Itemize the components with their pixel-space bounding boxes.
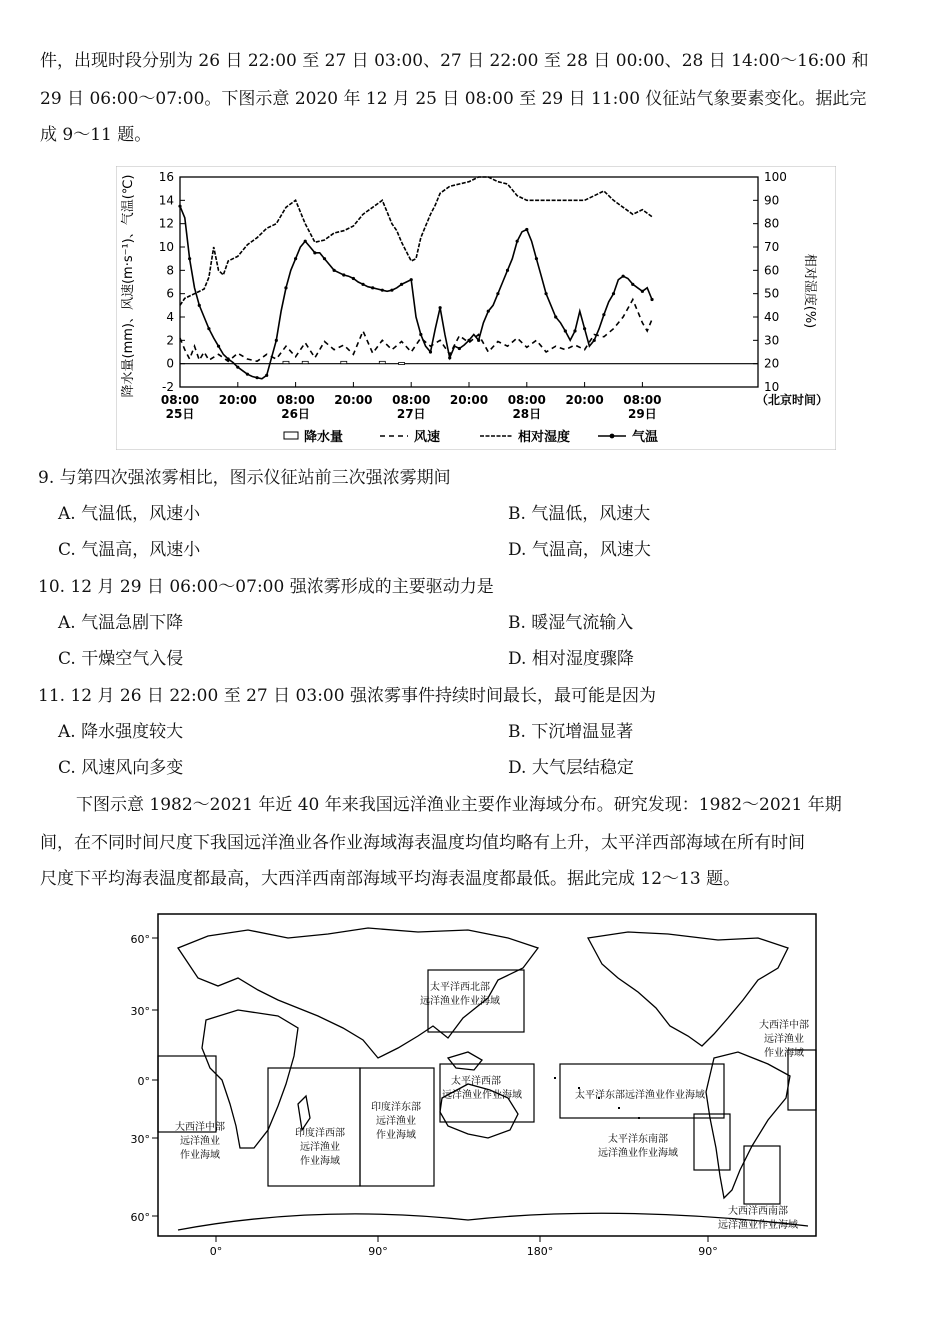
temperature-point xyxy=(631,283,634,286)
right-tick-label: 20 xyxy=(764,356,780,371)
temperature-point xyxy=(583,327,586,330)
x-tick-time: 20:00 xyxy=(218,393,257,407)
temperature-point xyxy=(467,339,470,342)
map-frame xyxy=(158,914,816,1236)
q11-option-a[interactable]: A. 降水强度较大 xyxy=(58,722,184,742)
intro-line-3: 成 9～11 题。 xyxy=(40,125,152,145)
x-tick-time: 20:00 xyxy=(449,393,489,407)
temperature-point xyxy=(227,357,230,360)
east-pacific-label: 太平洋东部远洋渔业作业海域 xyxy=(575,1090,705,1101)
q10-option-b[interactable]: B. 暖湿气流输入 xyxy=(508,613,634,633)
right-tick-label: 70 xyxy=(764,240,780,254)
right-tick-label: 60 xyxy=(764,263,780,278)
temperature-point xyxy=(294,257,297,260)
temperature-point xyxy=(390,289,393,292)
temperature-point xyxy=(361,283,364,286)
left-tick-label: 10 xyxy=(158,240,174,254)
temperature-point xyxy=(284,286,287,289)
left-tick-label: 16 xyxy=(158,170,174,184)
legend-label: 风速 xyxy=(414,430,441,445)
right-tick-label: 80 xyxy=(764,216,780,231)
intro-line-1: 件，出现时段分别为 26 日 22:00 至 27 日 03:00、27 日 22:00 至 28 日 00:00、28 日 14:00～16:00 和 xyxy=(40,51,869,71)
right-axis-label: 相对湿度(%) xyxy=(802,253,817,329)
temperature-point xyxy=(410,278,413,281)
temperature-point xyxy=(371,286,374,289)
lat-label: 30° xyxy=(130,1005,150,1018)
lon-label: 90° xyxy=(698,1245,718,1258)
temperature-point xyxy=(477,339,480,342)
nw-pacific-label-2: 远洋渔业作业海域 xyxy=(420,996,500,1007)
x-tick-day: 27日 xyxy=(396,407,426,421)
left-tick-label: 6 xyxy=(166,286,174,301)
q10-stem: 10. 12 月 29 日 06:00～07:00 强浓雾形成的主要驱动力是 xyxy=(38,577,494,597)
legend-label: 气温 xyxy=(632,430,659,445)
precip-bar xyxy=(379,361,385,363)
temperature-point xyxy=(236,366,239,369)
se-pacific-label-2: 远洋渔业作业海域 xyxy=(598,1148,678,1159)
temperature-point xyxy=(207,327,210,330)
x-tick-day: 28日 xyxy=(512,407,542,421)
temperature-point xyxy=(304,240,307,243)
west-indian-label-2: 远洋渔业 xyxy=(300,1142,340,1153)
lat-label: 60° xyxy=(130,1211,150,1224)
temperature-point xyxy=(255,376,258,379)
x-tick-day: 29日 xyxy=(628,407,657,421)
sw-atlantic-label-1: 大西洋西南部 xyxy=(728,1206,788,1217)
weather-chart xyxy=(116,166,836,450)
temperature-point xyxy=(622,275,625,278)
q10-option-d[interactable]: D. 相对湿度骤降 xyxy=(508,649,634,669)
q11-option-c[interactable]: C. 风速风向多变 xyxy=(58,758,184,778)
temperature-point xyxy=(458,347,461,350)
temperature-point xyxy=(342,273,345,276)
temperature-point xyxy=(275,339,278,342)
west-indian-label-1: 印度洋西部 xyxy=(295,1128,345,1139)
right-tick-label: 10 xyxy=(764,380,780,394)
precip-bar xyxy=(399,363,405,365)
world-fishing-map xyxy=(118,908,830,1258)
q10-option-a[interactable]: A. 气温急剧下降 xyxy=(58,613,184,633)
temperature-point xyxy=(506,269,509,272)
lat-label: 60° xyxy=(130,933,150,946)
x-axis-label: （北京时间） xyxy=(755,393,829,407)
temperature-point xyxy=(381,289,384,292)
west-pacific-label-1: 太平洋西部 xyxy=(451,1076,501,1087)
central-atlantic-e-label-1: 大西洋中部 xyxy=(175,1122,225,1133)
temperature-point xyxy=(516,240,519,243)
nw-pacific-label-1: 太平洋西北部 xyxy=(430,982,490,993)
temperature-point xyxy=(198,304,201,307)
temperature-point xyxy=(641,290,644,293)
legend-label: 相对湿度 xyxy=(518,430,571,445)
temperature-point xyxy=(419,333,422,336)
legend-swatch-precip xyxy=(284,432,298,439)
lat-label: 0° xyxy=(137,1075,150,1088)
left-tick-label: 2 xyxy=(166,333,174,348)
para2-line-1: 下图示意 1982～2021 年近 40 年来我国远洋渔业主要作业海域分布。研究发现：1982～2021 年期 xyxy=(76,795,842,815)
temperature-point xyxy=(554,315,557,318)
central-atlantic-w-label-3: 作业海域 xyxy=(764,1048,804,1059)
x-tick-time: 20:00 xyxy=(565,393,604,407)
q9-option-c[interactable]: C. 气温高，风速小 xyxy=(58,540,201,560)
chart-frame xyxy=(116,166,836,450)
q11-stem: 11. 12 月 26 日 22:00 至 27 日 03:00 强浓雾事件持续时间最长，最可能是因为 xyxy=(38,686,656,706)
left-axis-label: 降水量(mm)、风速(m·s⁻¹)、气温(℃) xyxy=(121,174,136,398)
q9-option-d[interactable]: D. 气温高，风速大 xyxy=(508,540,651,560)
lon-label: 0° xyxy=(209,1245,223,1258)
east-indian-label-2: 远洋渔业 xyxy=(376,1116,416,1127)
temperature-point xyxy=(265,374,268,377)
west-pacific-label-2: 远洋渔业作业海域 xyxy=(442,1090,522,1101)
left-tick-label: -2 xyxy=(162,380,174,394)
x-tick-time: 08:00 xyxy=(623,393,662,407)
temperature-point xyxy=(323,257,326,260)
precip-bar xyxy=(341,361,347,363)
left-tick-label: 14 xyxy=(158,193,174,208)
q9-option-b[interactable]: B. 气温低，风速大 xyxy=(508,504,651,524)
temperature-point xyxy=(439,306,442,309)
central-atlantic-w-label-1: 大西洋中部 xyxy=(759,1020,809,1031)
temperature-point xyxy=(333,269,336,272)
temperature-point xyxy=(246,373,249,376)
temperature-point xyxy=(487,310,490,313)
precip-bar xyxy=(283,361,289,363)
x-tick-time: 08:00 xyxy=(392,393,431,407)
temperature-point xyxy=(352,277,355,280)
lon-label: 180° xyxy=(526,1245,554,1258)
intro-line-2: 29 日 06:00～07:00。下图示意 2020 年 12 月 25 日 08:00 至 29 日 11:00 仪征站气象要素变化。据此完 xyxy=(40,89,867,109)
q9-stem: 9. 与第四次强浓雾相比，图示仪征站前三次强浓雾期间 xyxy=(38,468,451,488)
temperature-point xyxy=(178,205,181,208)
right-tick-label: 50 xyxy=(764,286,780,301)
se-pacific-label-1: 太平洋东南部 xyxy=(608,1134,668,1145)
temperature-point xyxy=(217,345,220,348)
temperature-point xyxy=(602,313,605,316)
left-tick-label: 8 xyxy=(166,263,174,278)
right-tick-label: 100 xyxy=(764,170,787,184)
left-tick-label: 4 xyxy=(166,310,174,324)
temperature-point xyxy=(313,251,316,254)
temperature-point xyxy=(525,228,528,231)
q9-option-a[interactable]: A. 气温低，风速小 xyxy=(58,504,201,524)
para2-line-2: 间，在不同时间尺度下我国远洋渔业各作业海域海表温度均值均略有上升，太平洋西部海域在所有时间 xyxy=(40,833,805,853)
east-indian-label-1: 印度洋东部 xyxy=(371,1102,421,1113)
right-tick-label: 30 xyxy=(764,333,780,348)
temperature-point xyxy=(448,356,451,359)
q10-option-c[interactable]: C. 干燥空气入侵 xyxy=(58,649,184,669)
temperature-point xyxy=(535,257,538,260)
x-tick-time: 08:00 xyxy=(160,393,200,407)
x-tick-time: 20:00 xyxy=(334,393,373,407)
temperature-point xyxy=(400,283,403,286)
precip-bar xyxy=(302,361,308,363)
sw-atlantic-label-2: 远洋渔业作业海域 xyxy=(718,1220,798,1231)
temperature-point xyxy=(496,292,499,295)
temperature-point xyxy=(429,350,432,353)
right-tick-label: 90 xyxy=(764,193,780,208)
x-tick-time: 08:00 xyxy=(507,393,546,407)
temperature-point xyxy=(593,339,596,342)
central-atlantic-e-label-3: 作业海域 xyxy=(180,1150,220,1161)
x-tick-day: 25日 xyxy=(165,407,195,421)
temperature-point xyxy=(188,257,191,260)
west-indian-label-3: 作业海域 xyxy=(300,1156,340,1167)
east-indian-label-3: 作业海域 xyxy=(376,1130,416,1141)
central-atlantic-e-label-2: 远洋渔业 xyxy=(180,1136,220,1147)
temperature-point xyxy=(544,292,547,295)
right-tick-label: 40 xyxy=(764,310,780,324)
legend-label: 降水量 xyxy=(304,430,344,445)
lat-label: 30° xyxy=(130,1133,150,1146)
left-tick-label: 12 xyxy=(158,216,174,231)
central-atlantic-w-label-2: 远洋渔业 xyxy=(764,1034,804,1045)
temperature-point xyxy=(612,292,615,295)
x-tick-time: 08:00 xyxy=(276,393,315,407)
legend-swatch-temp-dot xyxy=(610,434,615,439)
temperature-point xyxy=(650,298,653,301)
q11-option-d[interactable]: D. 大气层结稳定 xyxy=(508,758,634,778)
x-tick-day: 26日 xyxy=(281,407,310,421)
lon-label: 90° xyxy=(368,1245,388,1258)
left-tick-label: 0 xyxy=(166,356,174,371)
temperature-point xyxy=(573,329,576,332)
temperature-point xyxy=(564,329,567,332)
para2-line-3: 尺度下平均海表温度都最高，大西洋西南部海域平均海表温度都最低。据此完成 12～13 题。 xyxy=(40,869,741,889)
q11-option-b[interactable]: B. 下沉增温显著 xyxy=(508,722,634,742)
